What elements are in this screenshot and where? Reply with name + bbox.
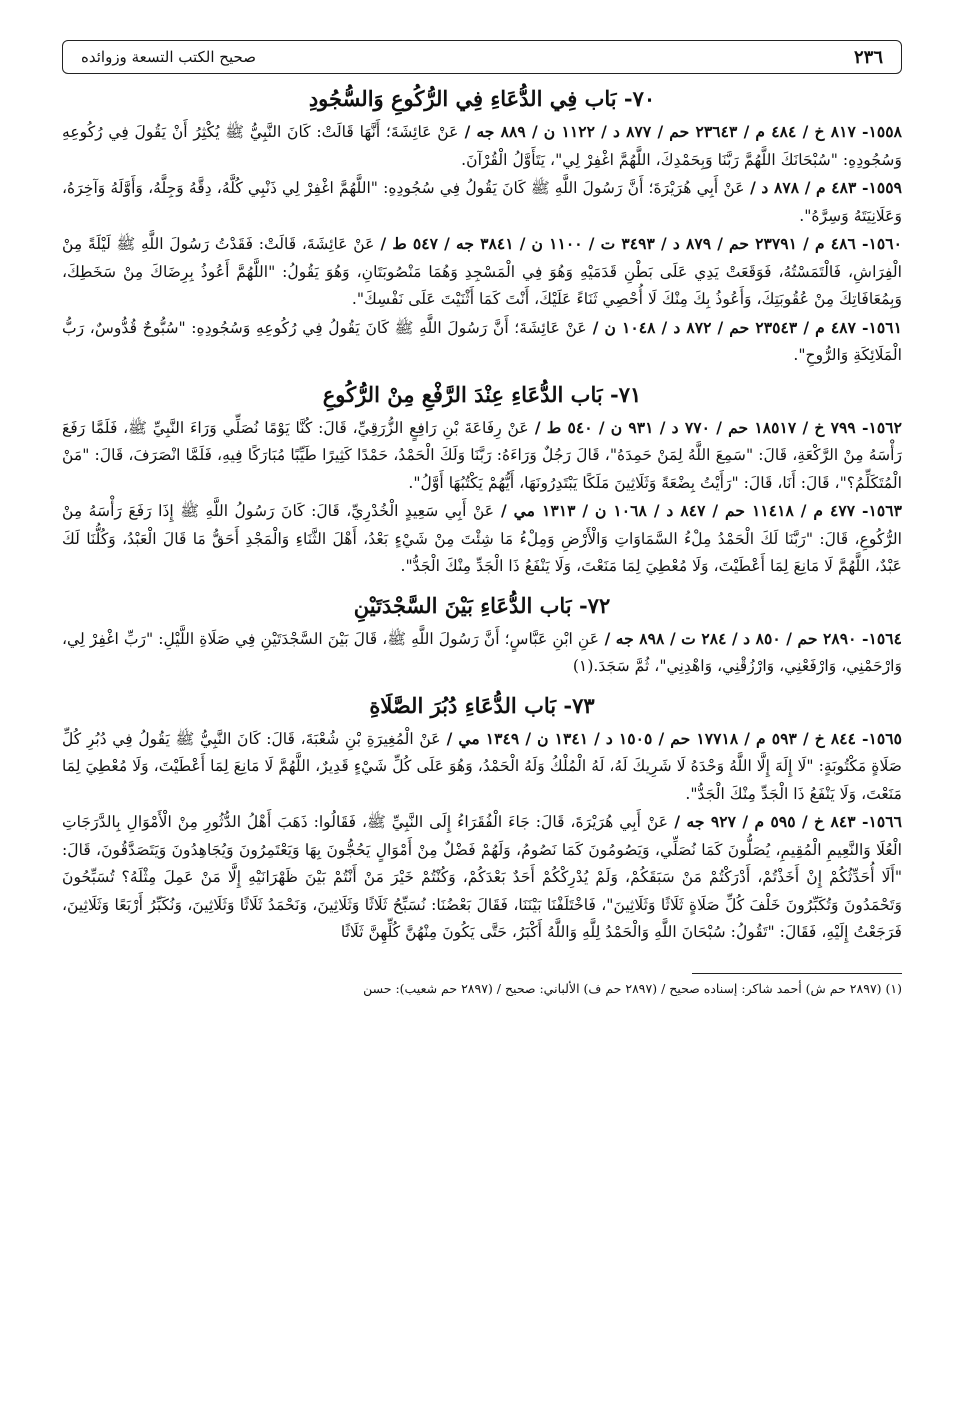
hadith-number: ١٥٦٠	[868, 234, 903, 253]
chapter-heading: ٧١- بَاب الدُّعَاءِ عِنْدَ الرَّفْعِ مِنْ الرُّكُوعِ	[322, 381, 642, 407]
hadith-references: ٨١٧ خ / ٤٨٤ م / ٢٣٦٤٣ حم / ٨٧٧ د / ١١٢٢ ن / ٨٨٩ جه /	[458, 122, 856, 141]
hadith-references: ٨٤٤ خ / ٥٩٣ م / ١٧٧١٨ حم / ١٥٠٥ د / ١٣٤١ ن / ١٣٤٩ مي /	[440, 728, 856, 748]
hadith-text: عَنْ عَائِشَةَ؛ أَنَّهَا قَالَتْ: كَانَ النَّبِيُّ ﷺ يُكْثِرُ أَنْ يَقُولَ فِي رُكُوعِهِ وَسُجُودِهِ: "سُبْحَانَكَ اللَّهُمَّ رَبَّنَا وَبِحَمْدِكَ، اللَّهُمَّ اغْفِرْ لِي"، يَتَأَوَّلُ الْقُرْآنَ.	[62, 123, 902, 169]
hadith-text: عَنْ أَبِي هُرَيْرَةَ؛ أَنَّ رَسُولَ اللَّهِ ﷺ كَانَ يَقُولُ فِي سُجُودِهِ: "اللَّهُمَّ اغْفِرْ لِي ذَنْبِي كُلَّهُ، دِقَّهُ وَجِلَّهُ، وَأَوَّلَهُ وَآخِرَهُ، وَعَلَانِيَتَهُ وَسِرَّهُ".	[62, 179, 902, 225]
hadith-references: ٢٨٩٠ حم / ٨٥٠ د / ٢٨٤ ت / ٨٩٨ جه /	[599, 628, 857, 648]
hadith-text: عَنْ رِفَاعَةَ بْنِ رَافِعٍ الزُّرَقِيِّ، قَالَ: كُنَّا يَوْمًا نُصَلِّي وَرَاءَ النَّبِيِّ ﷺ، فَلَمَّا رَفَعَ رَأْسَهُ مِنْ الرَّكْعَةِ، قَالَ: "سَمِعَ اللَّهُ لِمَنْ حَمِدَهُ"، قَالَ رَجُلٌ وَرَاءَهُ: رَبَّنَا وَلَكَ الْحَمْدُ، حَمْدًا كَثِيرًا طَيِّبًا مُبَارَكًا فِيهِ، فَلَمَّا انْصَرَفَ، قَالَ: "مَنْ الْمُتَكَلِّمُ؟"، قَالَ: أَنَا، قَالَ: "رَأَيْتُ بِضْعَةً وَثَلَاثِينَ مَلَكًا يَبْتَدِرُونَهَا، أَيُّهُمْ يَكْتُبُهَا أَوَّلُ".	[62, 418, 902, 492]
hadith-number: ١٥٦٣	[868, 501, 903, 520]
chapter-heading: ٧٠- بَاب فِي الدُّعَاءِ فِي الرُّكُوعِ وَالسُّجُودِ	[308, 86, 656, 111]
chapter-heading: ٧٢- بَاب الدُّعَاءِ بَيْنَ السَّجْدَتَيْنِ	[353, 592, 611, 618]
hadith-number: ١٥٦٦	[868, 812, 902, 831]
book-title: صحيح الكتب التسعة وزوائده	[81, 48, 256, 66]
chapter-heading: ٧٣- بَاب الدُّعَاءِ دُبُرَ الصَّلَاةِ	[369, 692, 595, 718]
hadith-number: ١٥٦٤	[868, 628, 902, 648]
hadith-entry: ١٥٥٨- ٨١٧ خ / ٤٨٤ م / ٢٣٦٤٣ حم / ٨٧٧ د / ١١٢٢ ن / ٨٨٩ جه / عَنْ عَائِشَةَ؛ أَنَّهَا قَالَتْ: كَانَ النَّبِيُّ ﷺ يُكْثِرُ أَنْ يَقُولَ فِي رُكُوعِهِ وَسُجُودِهِ: "سُبْحَانَكَ اللَّهُمَّ رَبَّنَا وَبِحَمْدِكَ، اللَّهُمَّ اغْفِرْ لِي"، يَتَأَوَّلُ الْقُرْآنَ.	[62, 122, 903, 169]
hadith-number: ١٥٥٩	[868, 178, 902, 197]
hadith-text: عَنِ ابْنِ عَبَّاسٍ؛ أَنَّ رَسُولَ اللَّهِ ﷺ، قَالَ بَيْنَ السَّجْدَتَيْنِ فِي صَلَاةِ اللَّيْلِ: "رَبِّ اغْفِرْ لِي، وَارْحَمْنِي، وَارْفَعْنِي، وَارْزُقْنِي، وَاهْدِنِي"، ثُمَّ سَجَدَ.(١)	[62, 629, 902, 675]
hadith-references: ٤٧٧ م / ١١٤١٨ حم / ٨٤٧ د / ١٠٦٨ ن / ١٣١٣ مي /	[494, 501, 856, 520]
hadith-entry: ١٥٦٤- ٢٨٩٠ حم / ٨٥٠ د / ٢٨٤ ت / ٨٩٨ جه / عَنِ ابْنِ عَبَّاسٍ؛ أَنَّ رَسُولَ اللَّهِ ﷺ، قَالَ بَيْنَ السَّجْدَتَيْنِ فِي صَلَاةِ اللَّيْلِ: "رَبِّ اغْفِرْ لِي، وَارْحَمْنِي، وَارْفَعْنِي، وَارْزُقْنِي، وَاهْدِنِي"، ثُمَّ سَجَدَ.(١)	[62, 628, 902, 675]
hadith-text: عَنْ عَائِشَةَ، قَالَتْ: فَقَدْتُ رَسُولَ اللَّهِ ﷺ لَيْلَةً مِنْ الْفِرَاشِ، فَالْتَمَسْتُهُ، فَوَقَعَتْ يَدِي عَلَى بَطْنِ قَدَمَيْهِ وَهُوَ فِي الْمَسْجِدِ وَهُمَا مَنْصُوبَتَانِ، وَهُوَ يَقُولُ: "اللَّهُمَّ أَعُوذُ بِرِضَاكَ مِنْ سَخَطِكَ، وَبِمُعَافَاتِكَ مِنْ عُقُوبَتِكَ، وَأَعُوذُ بِكَ مِنْكَ لَا أُحْصِي ثَنَاءً عَلَيْكَ، أَنْتَ كَمَا أَثْنَيْتَ عَلَى نَفْسِكَ".	[62, 235, 902, 308]
hadith-entry: ١٥٦٠- ٤٨٦ م / ٢٣٧٩١ حم / ٨٧٩ د / ٣٤٩٣ ت / ١١٠٠ ن / ٣٨٤١ جه / ٥٤٧ ط / عَنْ عَائِشَةَ، قَالَتْ: فَقَدْتُ رَسُولَ اللَّهِ ﷺ لَيْلَةً مِنْ الْفِرَاشِ، فَالْتَمَسْتُهُ، فَوَقَعَتْ يَدِي عَلَى بَطْنِ قَدَمَيْهِ وَهُوَ فِي الْمَسْجِدِ وَهُمَا مَنْصُوبَتَانِ، وَهُوَ يَقُولُ: "اللَّهُمَّ أَعُوذُ بِرِضَاكَ مِنْ سَخَطِكَ، وَبِمُعَافَاتِكَ مِنْ عُقُوبَتِكَ، وَأَعُوذُ بِكَ مِنْكَ لَا أُحْصِي ثَنَاءً عَلَيْكَ، أَنْتَ كَمَا أَثْنَيْتَ عَلَى نَفْسِكَ".	[62, 234, 903, 308]
hadith-text: عَنْ أَبِي سَعِيدٍ الْخُدْرِيِّ، قَالَ: كَانَ رَسُولُ اللَّهِ ﷺ إِذَا رَفَعَ رَأْسَهُ مِنْ الرُّكُوعِ، قَالَ: "رَبَّنَا لَكَ الْحَمْدُ مِلْءُ السَّمَاوَاتِ وَالْأَرْضِ وَمِلْءُ مَا شِئْتَ مِنْ شَيْءٍ بَعْدُ، أَهْلَ الثَّنَاءِ وَالْمَجْدِ أَحَقُّ مَا قَالَ الْعَبْدُ، وَكُلُّنَا لَكَ عَبْدٌ، اللَّهُمَّ لَا مَانِعَ لِمَا أَعْطَيْتَ، وَلَا مُعْطِيَ لِمَا مَنَعْتَ، وَلَا يَنْفَعُ ذَا الْجَدِّ مِنْكَ الْجَدُّ".	[62, 502, 902, 575]
hadith-entry: ١٥٦٦- ٨٤٣ خ / ٥٩٥ م / ٩٢٧ جه / عَنْ أَبِي هُرَيْرَةَ، قَالَ: جَاءَ الْفُقَرَاءُ إِلَى النَّبِيِّ ﷺ، فَقَالُوا: ذَهَبَ أَهْلُ الدُّثُورِ مِنْ الْأَمْوَالِ بِالدَّرَجَاتِ الْعُلَا وَالنَّعِيمِ الْمُقِيمِ، يُصَلُّونَ كَمَا نُصَلِّي، وَيَصُومُونَ كَمَا نَصُومُ، وَلَهُمْ فَضْلٌ مِنْ أَمْوَالٍ يَحُجُّونَ بِهَا وَيَعْتَمِرُونَ وَيُجَاهِدُونَ وَيَتَصَدَّقُونَ، قَالَ: "أَلَا أُحَدِّثُكُمْ إِنْ أَخَذْتُمْ، أَدْرَكْتُمْ مَنْ سَبَقَكُمْ، وَلَمْ يُدْرِكْكُمْ أَحَدٌ بَعْدَكُمْ، وَكُنْتُمْ خَيْرَ مَنْ أَنْتُمْ بَيْنَ ظَهْرَانَيْهِ إِلَّا مَنْ عَمِلَ مِثْلَهُ؟ تُسَبِّحُونَ وَتَحْمَدُونَ وَتُكَبِّرُونَ خَلْفَ كُلِّ صَلَاةٍ ثَلَاثًا وَثَلَاثِينَ"، فَاخْتَلَفْنَا بَيْنَنَا، فَقَالَ بَعْضُنَا: نُسَبِّحُ ثَلَاثًا وَثَلَاثِينَ، وَنَحْمَدُ ثَلَاثًا وَثَلَاثِينَ، وَنُكَبِّرُ أَرْبَعًا وَثَلَاثِينَ، فَرَجَعْتُ إِلَيْهِ، فَقَالَ: "تَقُولُ: سُبْحَانَ اللَّهِ وَالْحَمْدُ لِلَّهِ وَاللَّهُ أَكْبَرُ، حَتَّى يَكُونَ مِنْهُنَّ كُلِّهِنَّ ثَلَاثًا	[62, 812, 902, 941]
hadith-number: ١٥٦١	[868, 317, 903, 337]
hadith-entry: ١٥٥٩- ٤٨٣ م / ٨٧٨ د / عَنْ أَبِي هُرَيْرَةَ؛ أَنَّ رَسُولَ اللَّهِ ﷺ كَانَ يَقُولُ فِي سُجُودِهِ: "اللَّهُمَّ اغْفِرْ لِي ذَنْبِي كُلَّهُ، دِقَّهُ وَجِلَّهُ، وَأَوَّلَهُ وَآخِرَهُ، وَعَلَانِيَتَهُ وَسِرَّهُ".	[62, 178, 902, 225]
hadith-number: ١٥٥٨	[868, 122, 903, 141]
hadith-number: ١٥٦٢	[868, 417, 902, 437]
running-header	[62, 40, 902, 74]
hadith-entry: ١٥٦٢- ٧٩٩ خ / ١٨٥١٧ حم / ٧٧٠ د / ٩٣١ ن / ٥٤٠ ط / عَنْ رِفَاعَةَ بْنِ رَافِعٍ الزُّرَقِيِّ، قَالَ: كُنَّا يَوْمًا نُصَلِّي وَرَاءَ النَّبِيِّ ﷺ، فَلَمَّا رَفَعَ رَأْسَهُ مِنْ الرَّكْعَةِ، قَالَ: "سَمِعَ اللَّهُ لِمَنْ حَمِدَهُ"، قَالَ رَجُلٌ وَرَاءَهُ: رَبَّنَا وَلَكَ الْحَمْدُ، حَمْدًا كَثِيرًا طَيِّبًا مُبَارَكًا فِيهِ، فَلَمَّا انْصَرَفَ، قَالَ: "مَنْ الْمُتَكَلِّمُ؟"، قَالَ: أَنَا، قَالَ: "رَأَيْتُ بِضْعَةً وَثَلَاثِينَ مَلَكًا يَبْتَدِرُونَهَا، أَيُّهُمْ يَكْتُبُهَا أَوَّلُ".	[62, 417, 902, 492]
hadith-entry: ١٥٦٥- ٨٤٤ خ / ٥٩٣ م / ١٧٧١٨ حم / ١٥٠٥ د / ١٣٤١ ن / ١٣٤٩ مي / عَنْ الْمُغِيرَةِ بْنِ شُعْبَةَ، قَالَ: كَانَ النَّبِيُّ ﷺ يَقُولُ فِي دُبُرِ كُلِّ صَلَاةٍ مَكْتُوبَةٍ: "لَا إِلَهَ إِلَّا اللَّهُ وَحْدَهُ لَا شَرِيكَ لَهُ، لَهُ الْمُلْكُ وَلَهُ الْحَمْدُ، وَهُوَ عَلَى كُلِّ شَيْءٍ قَدِيرٌ، اللَّهُمَّ لَا مَانِعَ لِمَا أَعْطَيْتَ، وَلَا مُعْطِيَ لِمَا مَنَعْتَ، وَلَا يَنْفَعُ ذَا الْجَدِّ مِنْكَ الْجَدُّ".	[62, 728, 903, 803]
hadith-entry: ١٥٦١- ٤٨٧ م / ٢٣٥٤٣ حم / ٨٧٢ د / ١٠٤٨ ن / عَنْ عَائِشَةَ؛ أَنَّ رَسُولَ اللَّهِ ﷺ كَانَ يَقُولُ فِي رُكُوعِهِ وَسُجُودِهِ: "سُبُّوحٌ قُدُّوسٌ، رَبُّ الْمَلَائِكَةِ وَالرُّوحِ".	[62, 317, 903, 364]
hadith-number: ١٥٦٥	[868, 728, 903, 748]
page-number: ٢٣٦	[853, 46, 883, 68]
page-body	[62, 84, 902, 947]
footnote: (١) (٢٨٩٧ حم ش) أحمد شاكر: إسناده صحيح / (٢٨٩٧ حم ف) الألباني: صحيح / (٢٨٩٧ حم شعيب): حسن	[363, 980, 902, 996]
hadith-references: ٧٩٩ خ / ١٨٥١٧ حم / ٧٧٠ د / ٩٣١ ن / ٥٤٠ ط /	[528, 417, 856, 437]
hadith-references: ٤٨٦ م / ٢٣٧٩١ حم / ٨٧٩ د / ٣٤٩٣ ت / ١١٠٠ ن / ٣٨٤١ جه / ٥٤٧ ط /	[374, 234, 856, 253]
hadith-entry: ١٥٦٣- ٤٧٧ م / ١١٤١٨ حم / ٨٤٧ د / ١٠٦٨ ن / ١٣١٣ مي / عَنْ أَبِي سَعِيدٍ الْخُدْرِيِّ، قَالَ: كَانَ رَسُولُ اللَّهِ ﷺ إِذَا رَفَعَ رَأْسَهُ مِنْ الرُّكُوعِ، قَالَ: "رَبَّنَا لَكَ الْحَمْدُ مِلْءُ السَّمَاوَاتِ وَالْأَرْضِ وَمِلْءُ مَا شِئْتَ مِنْ شَيْءٍ بَعْدُ، أَهْلَ الثَّنَاءِ وَالْمَجْدِ أَحَقُّ مَا قَالَ الْعَبْدُ، وَكُلُّنَا لَكَ عَبْدٌ، اللَّهُمَّ لَا مَانِعَ لِمَا أَعْطَيْتَ، وَلَا مُعْطِيَ لِمَا مَنَعْتَ، وَلَا يَنْفَعُ ذَا الْجَدِّ مِنْكَ الْجَدُّ".	[62, 501, 903, 575]
hadith-text: عَنْ أَبِي هُرَيْرَةَ، قَالَ: جَاءَ الْفُقَرَاءُ إِلَى النَّبِيِّ ﷺ، فَقَالُوا: ذَهَبَ أَهْلُ الدُّثُورِ مِنْ الْأَمْوَالِ بِالدَّرَجَاتِ الْعُلَا وَالنَّعِيمِ الْمُقِيمِ، يُصَلُّونَ كَمَا نُصَلِّي، وَيَصُومُونَ كَمَا نَصُومُ، وَلَهُمْ فَضْلٌ مِنْ أَمْوَالٍ يَحُجُّونَ بِهَا وَيَعْتَمِرُونَ وَيُجَاهِدُونَ وَيَتَصَدَّقُونَ، قَالَ: "أَلَا أُحَدِّثُكُمْ إِنْ أَخَذْتُمْ، أَدْرَكْتُمْ مَنْ سَبَقَكُمْ، وَلَمْ يُدْرِكْكُمْ أَحَدٌ بَعْدَكُمْ، وَكُنْتُمْ خَيْرَ مَنْ أَنْتُمْ بَيْنَ ظَهْرَانَيْهِ إِلَّا مَنْ عَمِلَ مِثْلَهُ؟ تُسَبِّحُونَ وَتَحْمَدُونَ وَتُكَبِّرُونَ خَلْفَ كُلِّ صَلَاةٍ ثَلَاثًا وَثَلَاثِينَ"، فَاخْتَلَفْنَا بَيْنَنَا، فَقَالَ بَعْضُنَا: نُسَبِّحُ ثَلَاثًا وَثَلَاثِينَ، وَنَحْمَدُ ثَلَاثًا وَثَلَاثِينَ، وَنُكَبِّرُ أَرْبَعًا وَثَلَاثِينَ، فَرَجَعْتُ إِلَيْهِ، فَقَالَ: "تَقُولُ: سُبْحَانَ اللَّهِ وَالْحَمْدُ لِلَّهِ وَاللَّهُ أَكْبَرُ، حَتَّى يَكُونَ مِنْهُنَّ كُلِّهِنَّ ثَلَاثًا	[62, 813, 902, 941]
hadith-references: ٤٨٣ م / ٨٧٨ د /	[744, 178, 857, 197]
page	[62, 40, 902, 1400]
footnote-divider	[692, 973, 902, 974]
hadith-references: ٨٤٣ خ / ٥٩٥ م / ٩٢٧ جه /	[668, 812, 856, 831]
hadith-text: عَنْ عَائِشَةَ؛ أَنَّ رَسُولَ اللَّهِ ﷺ كَانَ يَقُولُ فِي رُكُوعِهِ وَسُجُودِهِ: "سُبُّوحٌ قُدُّوسٌ، رَبُّ الْمَلَائِكَةِ وَالرُّوحِ".	[62, 318, 902, 364]
hadith-references: ٤٨٧ م / ٢٣٥٤٣ حم / ٨٧٢ د / ١٠٤٨ ن /	[586, 317, 856, 337]
hadith-text: عَنْ الْمُغِيرَةِ بْنِ شُعْبَةَ، قَالَ: كَانَ النَّبِيُّ ﷺ يَقُولُ فِي دُبُرِ كُلِّ صَلَاةٍ مَكْتُوبَةٍ: "لَا إِلَهَ إِلَّا اللَّهُ وَحْدَهُ لَا شَرِيكَ لَهُ، لَهُ الْمُلْكُ وَلَهُ الْحَمْدُ، وَهُوَ عَلَى كُلِّ شَيْءٍ قَدِيرٌ، اللَّهُمَّ لَا مَانِعَ لِمَا أَعْطَيْتَ، وَلَا مُعْطِيَ لِمَا مَنَعْتَ، وَلَا يَنْفَعُ ذَا الْجَدِّ مِنْكَ الْجَدُّ".	[62, 729, 902, 803]
